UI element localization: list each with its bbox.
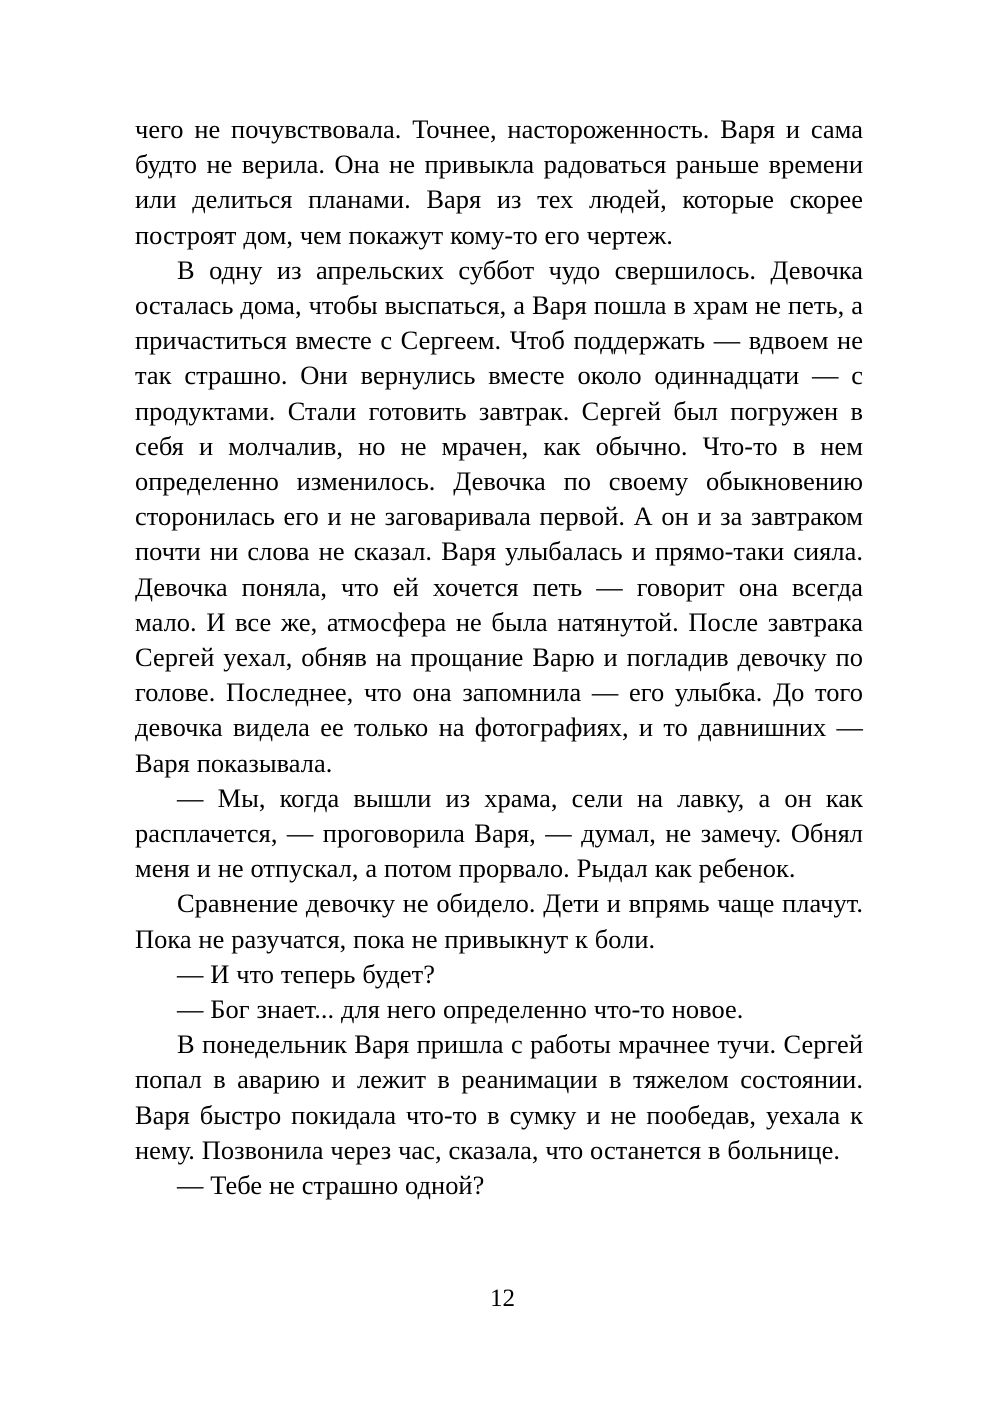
paragraph-comparison: Сравнение девочку не обидело. Дети и впрямь чаще плачут. Пока не разучатся, пока не привыкнут к боли. <box>135 888 863 954</box>
paragraph-dialogue-question: — И что теперь будет? <box>177 958 435 989</box>
paragraph-dialogue-alone: — Тебе не страшно одной? <box>177 1170 485 1201</box>
paragraph-saturday-miracle: В одну из апрельских суббот чудо свершилось. Девочка осталась дома, чтобы выспаться, а Варя пошла в храм не петь, а причаститься вместе с Сергеем. Чтоб поддержать — вдвоем не так страшно. Они вернулись вместе около одиннадцати — с продуктами. Стали готовить завтрак. Сергей был погружен в себя и молчалив, но не мрачен, как обычно. Что-то в нем определенно изменилось. Девочка по своему обыкновению сторонилась его и не заговаривала первой. А он и за завтраком почти ни слова не сказал. Варя улыбалась и прямо-таки сияла. Девочка поняла, что ей хочется петь — говорит она всегда мало. И все же, атмосфера не была натянутой. После завтрака Сергей уехал, обняв на прощание Варю и погладив девочку по голове. Последнее, что она запомнила — его улыбка. До того девочка видела ее только на фотографиях, и то давнишних — Варя показывала. <box>135 254 863 778</box>
paragraph-continuation: чего не почувствовала. Точнее, настороженность. Варя и сама будто не верила. Она не привыкла радоваться раньше времени или делиться планами. Варя из тех людей, которые скорее построят дом, чем покажут кому-то его чертеж. <box>135 114 863 250</box>
paragraph-monday-accident: В понедельник Варя пришла с работы мрачнее тучи. Сергей попал в аварию и лежит в реанимации в тяжелом состоянии. Варя быстро покидала что-то в сумку и не пообедав, уехала к нему. Позвонила через час, сказала, что останется в больнице. <box>135 1029 863 1165</box>
paragraph-dialogue-bench: — Мы, когда вышли из храма, сели на лавку, а он как расплачется, — проговорила Варя, — думал, не замечу. Обнял меня и не отпускал, а потом прорвало. Рыдал как ребенок. <box>135 782 863 884</box>
paragraph-dialogue-answer: — Бог знает... для него определенно что-то новое. <box>177 994 744 1025</box>
page-number: 12 <box>490 1285 515 1312</box>
page-text-block <box>135 112 863 1203</box>
